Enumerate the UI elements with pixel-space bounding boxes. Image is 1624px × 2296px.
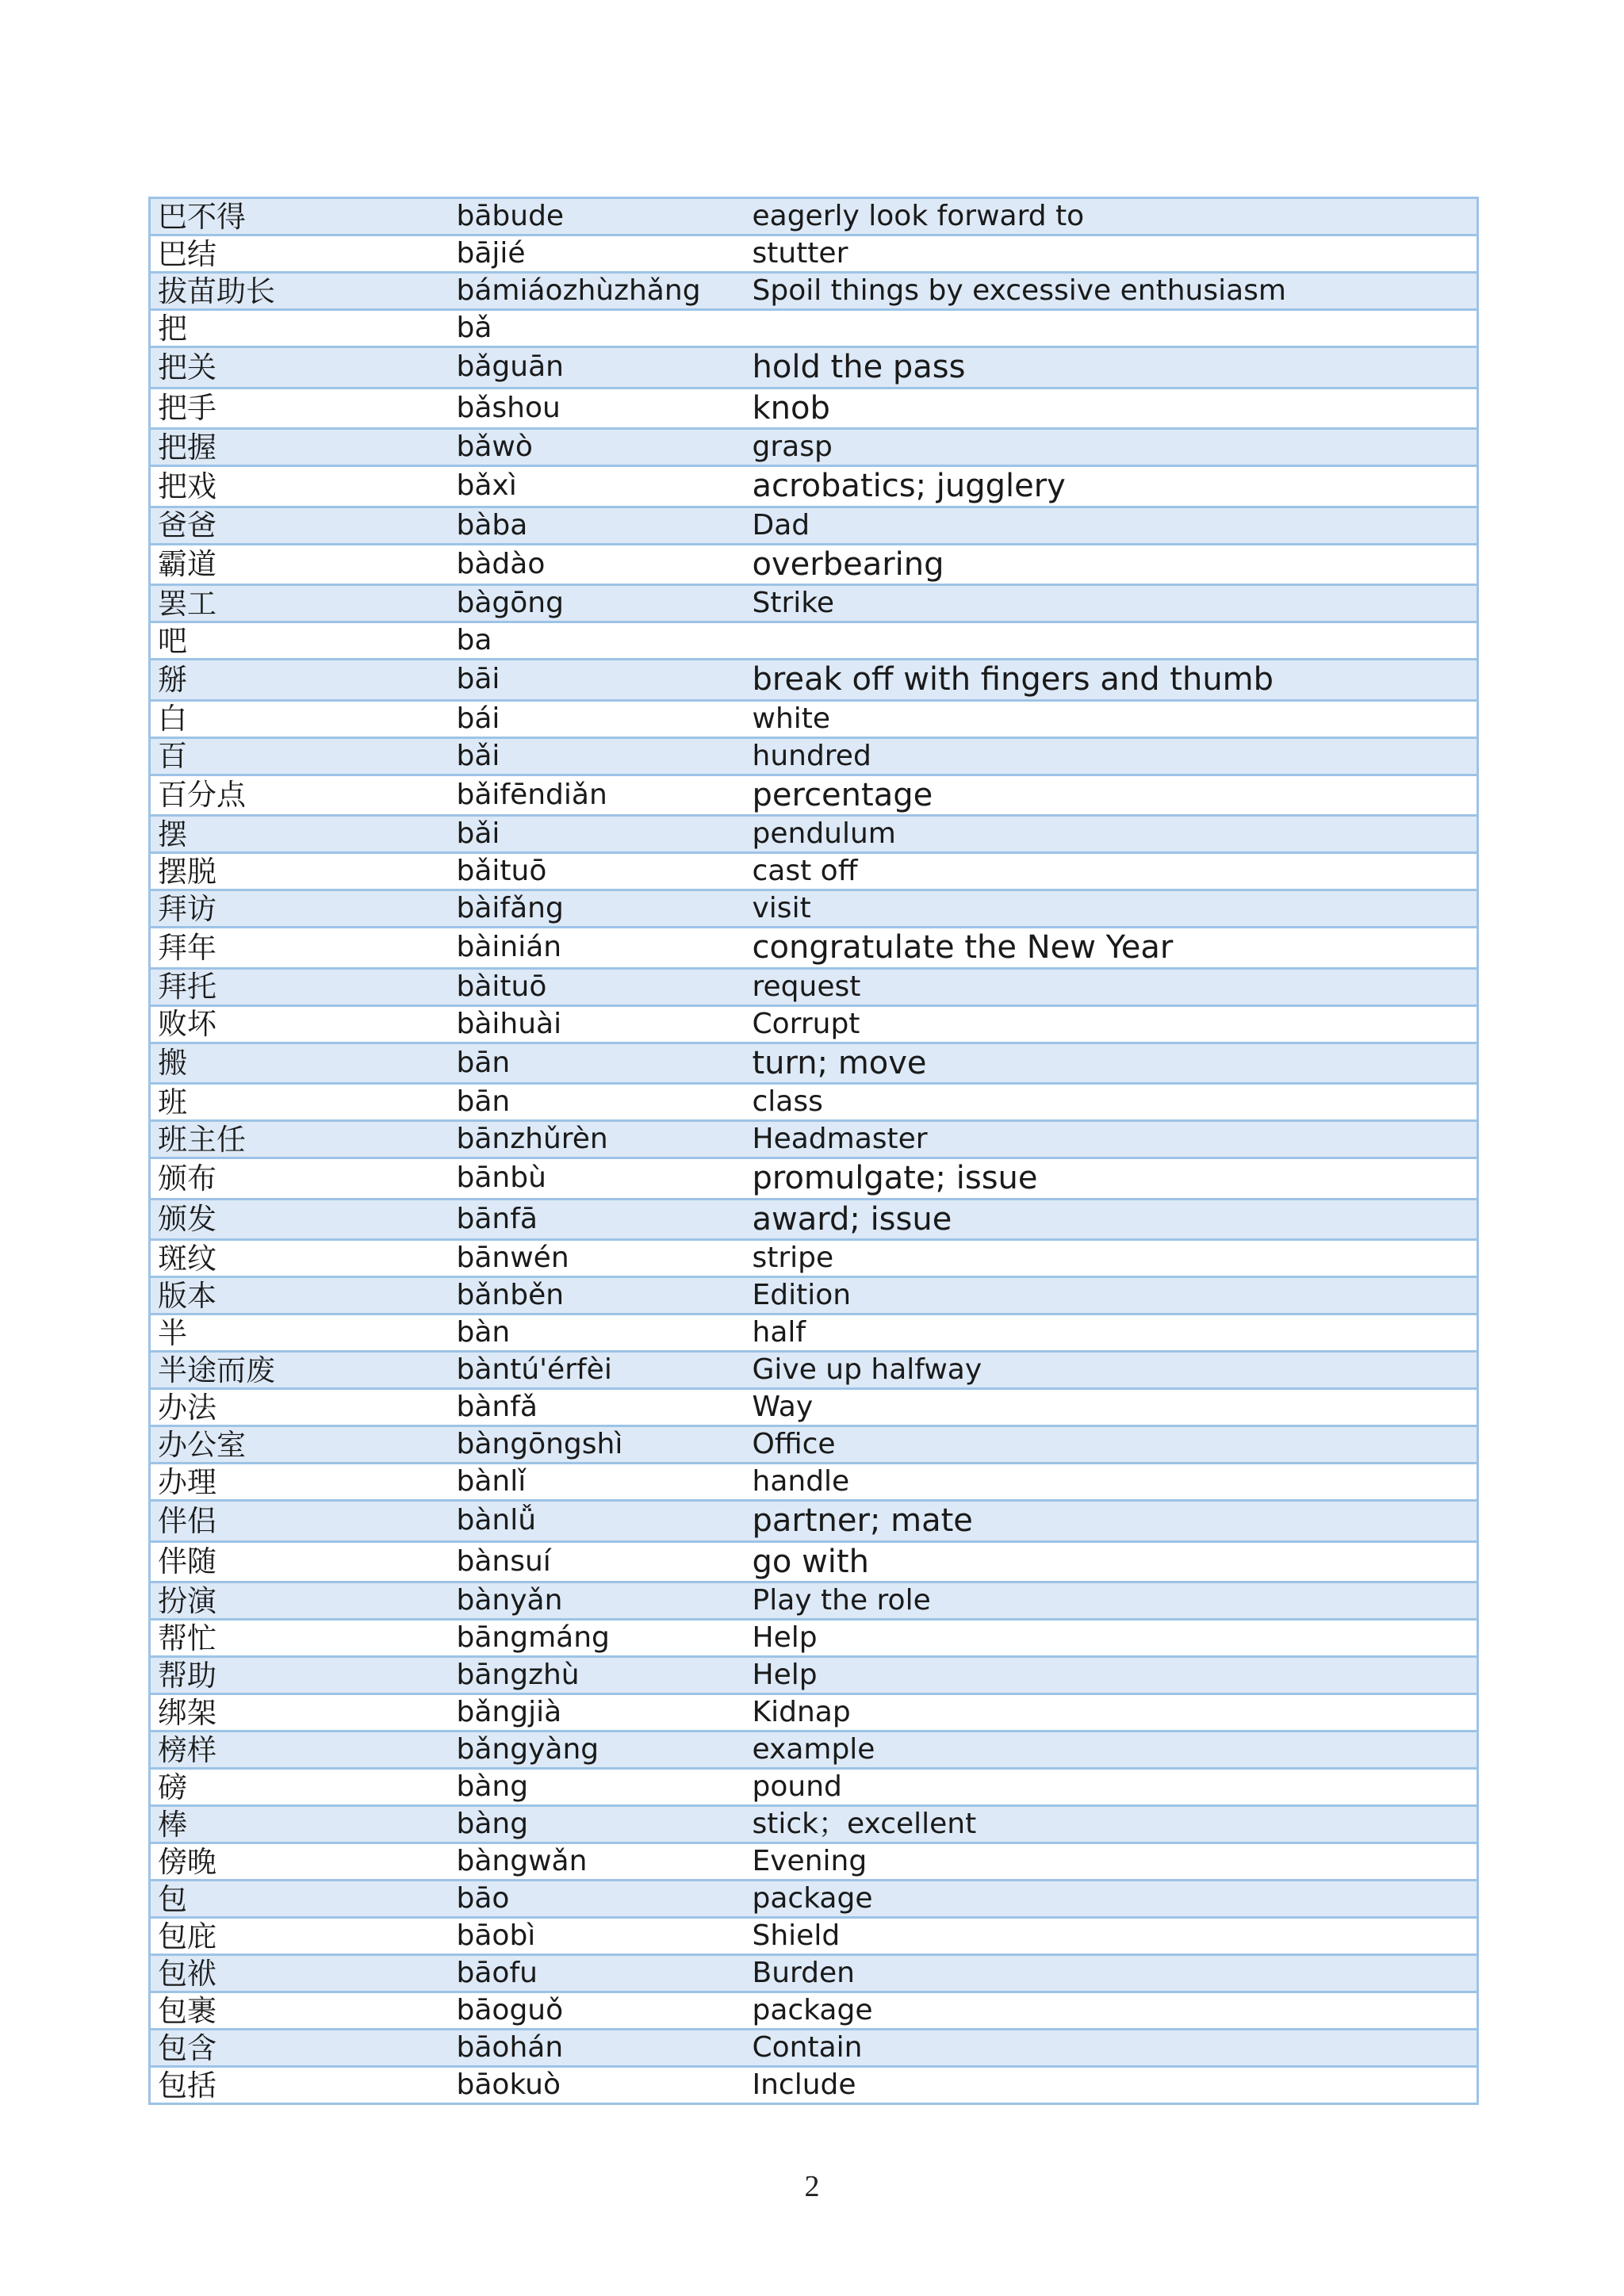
pinyin-cell: bànlǐ [450, 1464, 745, 1501]
english-cell: promulgate; issue [745, 1158, 1478, 1200]
pinyin-cell: bǎifēndiǎn [450, 775, 745, 816]
table-row [150, 816, 1478, 853]
pinyin-cell: bǎguān [450, 347, 745, 388]
pinyin-cell: bǎngjià [450, 1694, 745, 1732]
pinyin-cell: bàinián [450, 928, 745, 969]
english-cell: pound [745, 1769, 1478, 1806]
hanzi-cell: 扮演 [150, 1582, 450, 1620]
table-row [150, 2067, 1478, 2104]
hanzi-cell: 摆 [150, 816, 450, 853]
pinyin-cell: bàntú'érfèi [450, 1352, 745, 1389]
hanzi-cell: 半 [150, 1314, 450, 1352]
hanzi-cell: 白 [150, 700, 450, 737]
hanzi-cell: 摆脱 [150, 853, 450, 890]
hanzi-cell: 罢工 [150, 585, 450, 622]
table-row [150, 1918, 1478, 1955]
english-cell: award; issue [745, 1199, 1478, 1240]
pinyin-cell: bǎituō [450, 853, 745, 890]
english-cell [745, 622, 1478, 660]
english-cell: package [745, 1881, 1478, 1918]
pinyin-cell: bàihuài [450, 1005, 745, 1043]
hanzi-cell: 吧 [150, 622, 450, 660]
english-cell: Office [745, 1426, 1478, 1464]
table-row [150, 622, 1478, 660]
english-cell: Way [745, 1389, 1478, 1426]
english-cell: white [745, 700, 1478, 737]
hanzi-cell: 颁布 [150, 1158, 450, 1200]
table-row [150, 273, 1478, 310]
table-row [150, 1843, 1478, 1881]
english-cell: grasp [745, 429, 1478, 466]
pinyin-cell: bái [450, 700, 745, 737]
english-cell: knob [745, 388, 1478, 429]
table-row [150, 737, 1478, 775]
english-cell: hold the pass [745, 347, 1478, 388]
table-row [150, 1732, 1478, 1769]
pinyin-cell: bānzhǔrèn [450, 1121, 745, 1158]
vocabulary-table [148, 197, 1479, 2105]
pinyin-cell: bǎi [450, 816, 745, 853]
table-row [150, 507, 1478, 544]
pinyin-cell: bǎnběn [450, 1277, 745, 1314]
pinyin-cell: bàn [450, 1314, 745, 1352]
hanzi-cell: 伴随 [150, 1541, 450, 1582]
hanzi-cell: 班 [150, 1084, 450, 1121]
english-cell: turn; move [745, 1043, 1478, 1084]
hanzi-cell: 拜访 [150, 890, 450, 928]
english-cell: break off with fingers and thumb [745, 660, 1478, 701]
table-row [150, 1541, 1478, 1582]
table-row [150, 1084, 1478, 1121]
pinyin-cell: bāngmáng [450, 1620, 745, 1657]
hanzi-cell: 包 [150, 1881, 450, 1918]
pinyin-cell: bābude [450, 198, 745, 235]
pinyin-cell: bǎxì [450, 466, 745, 507]
pinyin-cell: bàba [450, 507, 745, 544]
english-cell: overbearing [745, 544, 1478, 585]
table-row [150, 1620, 1478, 1657]
english-cell: eagerly look forward to [745, 198, 1478, 235]
hanzi-cell: 搬 [150, 1043, 450, 1084]
hanzi-cell: 办公室 [150, 1426, 450, 1464]
english-cell: partner; mate [745, 1501, 1478, 1542]
english-cell: Shield [745, 1918, 1478, 1955]
table-row [150, 1314, 1478, 1352]
page-number: 2 [804, 2170, 820, 2203]
table-row [150, 1389, 1478, 1426]
table-row [150, 1464, 1478, 1501]
table-row [150, 1426, 1478, 1464]
pinyin-cell: bāngzhù [450, 1657, 745, 1694]
hanzi-cell: 包袱 [150, 1955, 450, 1992]
hanzi-cell: 把手 [150, 388, 450, 429]
pinyin-cell: bāokuò [450, 2067, 745, 2104]
english-cell: Play the role [745, 1582, 1478, 1620]
table-row [150, 1501, 1478, 1542]
hanzi-cell: 把握 [150, 429, 450, 466]
table-row [150, 429, 1478, 466]
hanzi-cell: 斑纹 [150, 1240, 450, 1277]
english-cell: Dad [745, 507, 1478, 544]
english-cell: go with [745, 1541, 1478, 1582]
english-cell: visit [745, 890, 1478, 928]
table-row [150, 1005, 1478, 1043]
pinyin-cell: ba [450, 622, 745, 660]
pinyin-cell: bàifǎng [450, 890, 745, 928]
hanzi-cell: 绑架 [150, 1694, 450, 1732]
hanzi-cell: 拜托 [150, 968, 450, 1005]
pinyin-cell: bàdào [450, 544, 745, 585]
pinyin-cell: bànfǎ [450, 1389, 745, 1426]
english-cell: Strike [745, 585, 1478, 622]
table-row [150, 1199, 1478, 1240]
pinyin-cell: bàng [450, 1806, 745, 1843]
hanzi-cell: 包括 [150, 2067, 450, 2104]
table-row [150, 2030, 1478, 2067]
hanzi-cell: 爸爸 [150, 507, 450, 544]
english-cell: cast off [745, 853, 1478, 890]
table-row [150, 235, 1478, 273]
english-cell: request [745, 968, 1478, 1005]
pinyin-cell: bànsuí [450, 1541, 745, 1582]
pinyin-cell: bānwén [450, 1240, 745, 1277]
table-row [150, 1657, 1478, 1694]
pinyin-cell: bǎ [450, 310, 745, 347]
pinyin-cell: bàgōng [450, 585, 745, 622]
table-row [150, 1806, 1478, 1843]
english-cell: pendulum [745, 816, 1478, 853]
pinyin-cell: bājié [450, 235, 745, 273]
pinyin-cell: bàngōngshì [450, 1426, 745, 1464]
table-row [150, 310, 1478, 347]
table-row [150, 1694, 1478, 1732]
english-cell: Burden [745, 1955, 1478, 1992]
english-cell: Contain [745, 2030, 1478, 2067]
hanzi-cell: 败坏 [150, 1005, 450, 1043]
english-cell: Spoil things by excessive enthusiasm [745, 273, 1478, 310]
pinyin-cell: bàng [450, 1769, 745, 1806]
table-row [150, 928, 1478, 969]
hanzi-cell: 拔苗助长 [150, 273, 450, 310]
pinyin-cell: bàituō [450, 968, 745, 1005]
table-row [150, 1043, 1478, 1084]
hanzi-cell: 包含 [150, 2030, 450, 2067]
pinyin-cell: bāohán [450, 2030, 745, 2067]
english-cell: Give up halfway [745, 1352, 1478, 1389]
pinyin-cell: bān [450, 1043, 745, 1084]
hanzi-cell: 傍晚 [150, 1843, 450, 1881]
hanzi-cell: 榜样 [150, 1732, 450, 1769]
hanzi-cell: 把关 [150, 347, 450, 388]
hanzi-cell: 巴结 [150, 235, 450, 273]
table-row [150, 1277, 1478, 1314]
table-row [150, 853, 1478, 890]
table-row [150, 1881, 1478, 1918]
hanzi-cell: 霸道 [150, 544, 450, 585]
english-cell: example [745, 1732, 1478, 1769]
hanzi-cell: 巴不得 [150, 198, 450, 235]
english-cell: Evening [745, 1843, 1478, 1881]
table-row [150, 388, 1478, 429]
english-cell: stripe [745, 1240, 1478, 1277]
pinyin-cell: bànyǎn [450, 1582, 745, 1620]
hanzi-cell: 帮忙 [150, 1620, 450, 1657]
pinyin-cell: bǎshou [450, 388, 745, 429]
hanzi-cell: 版本 [150, 1277, 450, 1314]
pinyin-cell: bān [450, 1084, 745, 1121]
english-cell: Help [745, 1620, 1478, 1657]
english-cell: Corrupt [745, 1005, 1478, 1043]
pinyin-cell: bāi [450, 660, 745, 701]
hanzi-cell: 帮助 [150, 1657, 450, 1694]
hanzi-cell: 颁发 [150, 1199, 450, 1240]
english-cell: Kidnap [745, 1694, 1478, 1732]
table-row [150, 585, 1478, 622]
english-cell: hundred [745, 737, 1478, 775]
pinyin-cell: bāoguǒ [450, 1992, 745, 2030]
english-cell: half [745, 1314, 1478, 1352]
pinyin-cell: bānfā [450, 1199, 745, 1240]
table-row [150, 1352, 1478, 1389]
hanzi-cell: 半途而废 [150, 1352, 450, 1389]
table-row [150, 466, 1478, 507]
pinyin-cell: bǎngyàng [450, 1732, 745, 1769]
table-row [150, 968, 1478, 1005]
english-cell: stutter [745, 235, 1478, 273]
pinyin-cell: bǎi [450, 737, 745, 775]
table-row [150, 1582, 1478, 1620]
pinyin-cell: bànlǚ [450, 1501, 745, 1542]
hanzi-cell: 磅 [150, 1769, 450, 1806]
english-cell: percentage [745, 775, 1478, 816]
hanzi-cell: 百 [150, 737, 450, 775]
table-row [150, 1769, 1478, 1806]
table-row [150, 1121, 1478, 1158]
hanzi-cell: 把戏 [150, 466, 450, 507]
table-row [150, 1240, 1478, 1277]
table-row [150, 347, 1478, 388]
english-cell: stick；excellent [745, 1806, 1478, 1843]
hanzi-cell: 百分点 [150, 775, 450, 816]
table-row [150, 198, 1478, 235]
hanzi-cell: 掰 [150, 660, 450, 701]
english-cell: class [745, 1084, 1478, 1121]
hanzi-cell: 棒 [150, 1806, 450, 1843]
english-cell: Include [745, 2067, 1478, 2104]
table-row [150, 1955, 1478, 1992]
table-row [150, 660, 1478, 701]
hanzi-cell: 拜年 [150, 928, 450, 969]
hanzi-cell: 包裹 [150, 1992, 450, 2030]
english-cell: Headmaster [745, 1121, 1478, 1158]
pinyin-cell: bámiáozhùzhǎng [450, 273, 745, 310]
hanzi-cell: 办法 [150, 1389, 450, 1426]
vocabulary-table-body [150, 198, 1478, 2104]
pinyin-cell: bǎwò [450, 429, 745, 466]
pinyin-cell: bàngwǎn [450, 1843, 745, 1881]
hanzi-cell: 班主任 [150, 1121, 450, 1158]
table-row [150, 544, 1478, 585]
english-cell: Edition [745, 1277, 1478, 1314]
table-row [150, 1992, 1478, 2030]
english-cell [745, 310, 1478, 347]
pinyin-cell: bānbù [450, 1158, 745, 1200]
english-cell: handle [745, 1464, 1478, 1501]
hanzi-cell: 把 [150, 310, 450, 347]
hanzi-cell: 包庇 [150, 1918, 450, 1955]
english-cell: package [745, 1992, 1478, 2030]
english-cell: acrobatics; jugglery [745, 466, 1478, 507]
hanzi-cell: 办理 [150, 1464, 450, 1501]
english-cell: Help [745, 1657, 1478, 1694]
pinyin-cell: bāofu [450, 1955, 745, 1992]
english-cell: congratulate the New Year [745, 928, 1478, 969]
table-row [150, 1158, 1478, 1200]
table-row [150, 775, 1478, 816]
pinyin-cell: bāobì [450, 1918, 745, 1955]
table-row [150, 890, 1478, 928]
table-row [150, 700, 1478, 737]
pinyin-cell: bāo [450, 1881, 745, 1918]
hanzi-cell: 伴侣 [150, 1501, 450, 1542]
